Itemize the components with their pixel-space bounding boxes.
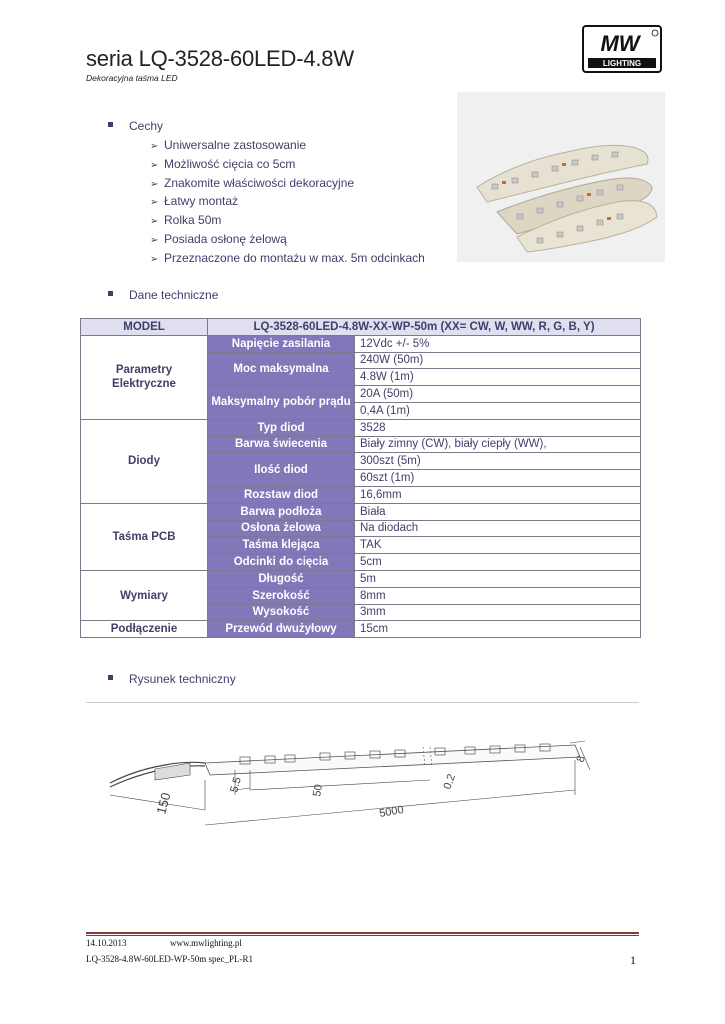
led-strip-photo [457, 92, 665, 262]
param-spacing: Rozstaw diod [208, 486, 355, 503]
svg-text:5.5: 5.5 [228, 775, 244, 794]
footer-url: www.mwlighting.pl [170, 938, 242, 948]
value-max-power-50m: 240W (50m) [355, 352, 641, 369]
value-width: 8mm [355, 587, 641, 604]
param-gel-cover: Osłona żelowa [208, 520, 355, 537]
drawing-section-title: Rysunek techniczny [108, 672, 236, 686]
footer-date: 14.10.2013 [86, 938, 127, 948]
param-cut-sections: Odcinki do cięcia [208, 554, 355, 571]
features-list [150, 136, 425, 268]
value-diode-count-5m: 300szt (5m) [355, 453, 641, 470]
spec-table [80, 318, 641, 638]
table-header-cell: MODEL [81, 319, 208, 336]
param-max-power: Moc maksymalna [208, 352, 355, 386]
svg-text:LIGHTING: LIGHTING [602, 59, 642, 68]
svg-text:5000: 5000 [378, 803, 405, 820]
param-voltage: Napięcie zasilania [208, 335, 355, 352]
table-row [81, 419, 641, 436]
list-item: ➢ Możliwość cięcia co 5cm [150, 155, 425, 174]
table-row [81, 503, 641, 520]
footer-divider [86, 932, 639, 934]
square-bullet-icon [108, 291, 113, 296]
param-adhesive: Taśma klejąca [208, 537, 355, 554]
page-title: seria LQ-3528-60LED-4.8W [86, 46, 354, 71]
footer-doc-id: LQ-3528-4.8W-60LED-WP-50m spec_PL-R1 [86, 954, 253, 964]
value-length: 5m [355, 570, 641, 587]
table-row [81, 335, 641, 352]
list-item: ➢ Rolka 50m [150, 211, 425, 230]
param-diode-count: Ilość diod [208, 453, 355, 487]
value-cut-sections: 5cm [355, 554, 641, 571]
table-row [81, 570, 641, 587]
value-max-current-1m: 0,4A (1m) [355, 402, 641, 419]
value-gel-cover: Na diodach [355, 520, 641, 537]
value-diode-type: 3528 [355, 419, 641, 436]
param-pcb-color: Barwa podłoża [208, 503, 355, 520]
value-adhesive: TAK [355, 537, 641, 554]
square-bullet-icon [108, 675, 113, 680]
arrow-bullet-icon: ➢ [150, 178, 159, 190]
value-spacing: 16,6mm [355, 486, 641, 503]
value-height: 3mm [355, 604, 641, 621]
list-item: ➢ Łatwy montaż [150, 192, 425, 211]
page-subtitle: Dekoracyjna taśma LED [86, 73, 178, 83]
group-dimensions: Wymiary [81, 570, 208, 620]
table-row [81, 621, 641, 638]
arrow-bullet-icon: ➢ [150, 216, 159, 228]
divider [86, 702, 639, 703]
arrow-bullet-icon: ➢ [150, 141, 159, 152]
param-length: Długość [208, 570, 355, 587]
footer-divider [86, 935, 639, 936]
square-bullet-icon [108, 122, 113, 127]
param-height: Wysokość [208, 604, 355, 621]
arrow-bullet-icon: ➢ [150, 197, 159, 209]
arrow-bullet-icon: ➢ [150, 234, 159, 246]
arrow-bullet-icon: ➢ [150, 159, 159, 171]
value-max-current-50m: 20A (50m) [355, 386, 641, 403]
svg-text:0.2: 0.2 [441, 772, 459, 792]
group-diodes: Diody [81, 419, 208, 503]
value-max-power-1m: 4.8W (1m) [355, 369, 641, 386]
param-width: Szerokość [208, 587, 355, 604]
svg-text:150: 150 [153, 790, 174, 816]
value-color: Biały zimny (CW), biały ciepły (WW), [355, 436, 641, 453]
param-diode-type: Typ diod [208, 419, 355, 436]
value-pcb-color: Biała [355, 503, 641, 520]
page-number: 1 [630, 953, 636, 967]
features-section-title: Cechy [108, 119, 163, 133]
svg-text:50: 50 [311, 783, 326, 798]
param-cable: Przewód dwużyłowy [208, 621, 355, 638]
svg-text:8: 8 [574, 754, 588, 765]
param-max-current: Maksymalny pobór prądu [208, 386, 355, 420]
list-item: ➢ Znakomite właściwości dekoracyjne [150, 174, 425, 193]
group-electrical: Parametry Elektryczne [81, 335, 208, 419]
tech-section-title: Dane techniczne [108, 288, 218, 302]
value-cable: 15cm [355, 621, 641, 638]
value-voltage: 12Vdc +/- 5% [355, 335, 641, 352]
value-diode-count-1m: 60szt (1m) [355, 470, 641, 487]
list-item: ➢ Posiada osłonę żelową [150, 230, 425, 249]
list-item: ➢ Uniwersalne zastosowanie [150, 136, 425, 155]
arrow-bullet-icon: ➢ [150, 253, 159, 265]
group-pcb: Taśma PCB [81, 503, 208, 570]
list-item: ➢ Przeznaczone do montażu w max. 5m odcinkach [150, 249, 425, 268]
technical-drawing [105, 735, 605, 835]
group-connection: Podłączenie [81, 621, 208, 638]
param-color: Barwa świecenia [208, 436, 355, 453]
svg-text:MW: MW [600, 31, 640, 56]
table-header-row [81, 319, 641, 336]
table-header-cell: LQ-3528-60LED-4.8W-XX-WP-50m (XX= CW, W, WW, R, G, B, Y) [208, 319, 641, 336]
mw-lighting-logo [582, 25, 662, 73]
